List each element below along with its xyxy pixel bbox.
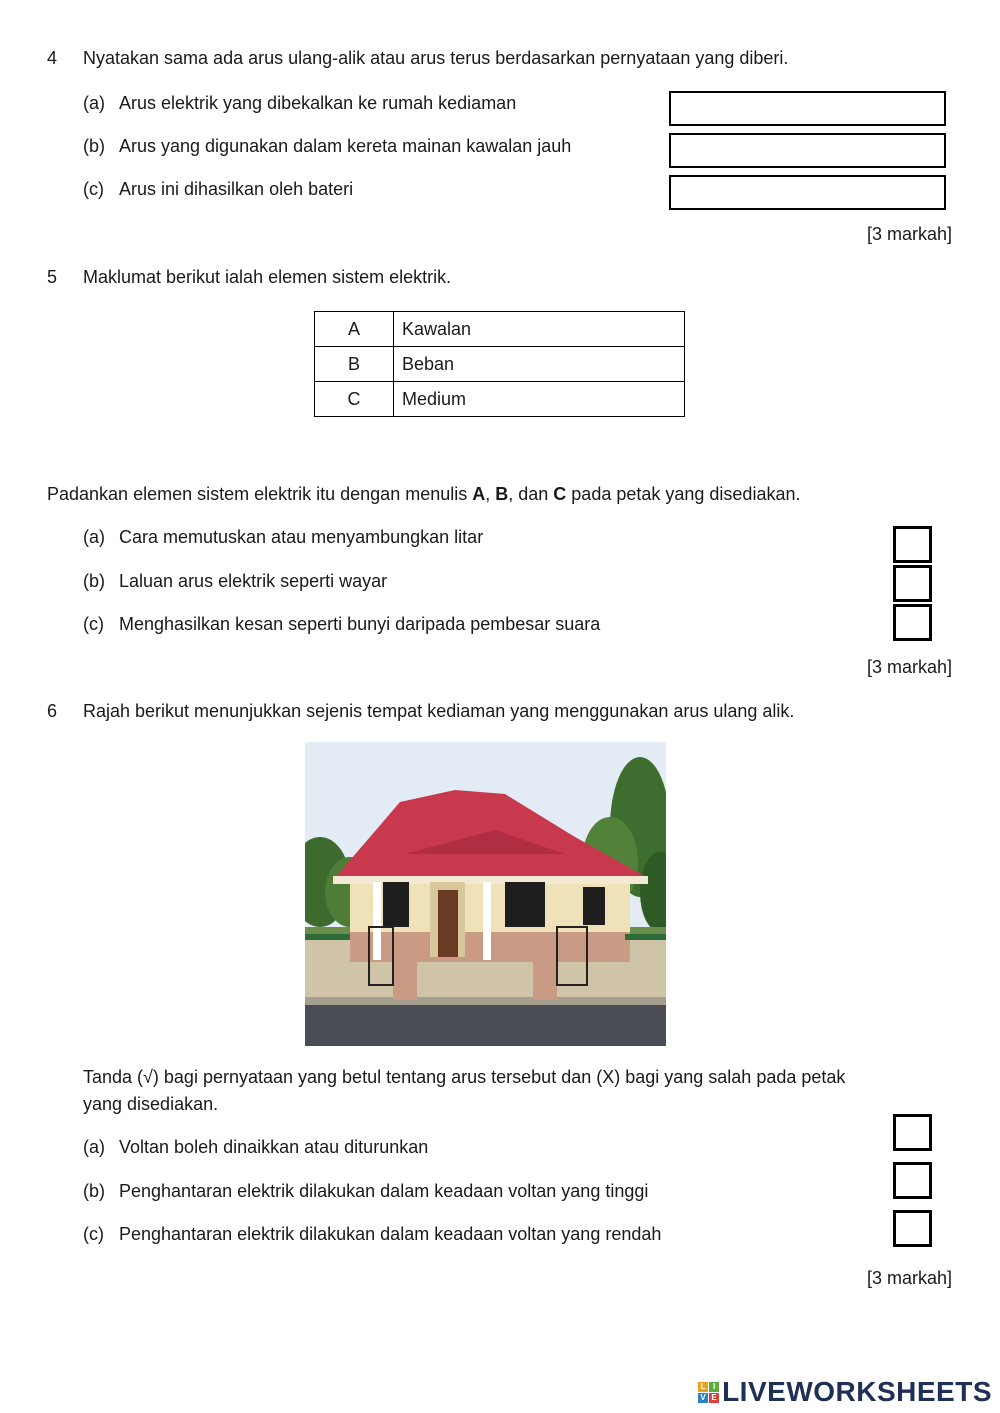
q6-answer-box-b[interactable] [893,1162,932,1199]
q4-marks: [3 markah] [866,224,952,244]
q5-item-b-text: Laluan arus elektrik seperti wayar [119,571,388,591]
q5-item-a-text: Cara memutuskan atau menyambungkan litar [119,527,484,547]
house-photo [305,742,666,1046]
q5-instruction-part: pada petak yang disediakan. [566,484,801,504]
q6-answer-box-c[interactable] [893,1210,932,1247]
q5-instruction-bold-a: A [472,484,486,504]
q5-answer-box-a[interactable] [893,526,932,563]
q4-item-a-text: Arus elektrik yang dibekalkan ke rumah kediaman [119,93,517,113]
q4-item-c-text: Arus ini dihasilkan oleh bateri [119,179,354,199]
q5-instruction [47,484,800,505]
q4-question: Nyatakan sama ada arus ulang-alik atau arus terus berdasarkan pernyataan yang diberi. [83,48,789,68]
q6-item-b-label: (b) [83,1181,105,1201]
q5-item-b-label: (b) [83,571,105,591]
q5-item-c-text: Menghasilkan kesan seperti bunyi daripada pembesar suara [119,614,601,634]
q4-item-a [83,93,516,114]
q5-marks: [3 markah] [866,657,952,677]
q6-item-a-text: Voltan boleh dinaikkan atau diturunkan [119,1137,429,1157]
q4-answer-box-b[interactable] [669,133,946,168]
table-value-cell: Medium [394,382,685,417]
q6-item-c-label: (c) [83,1224,104,1244]
q6-item-c [83,1224,661,1245]
q4-item-c [83,179,353,200]
q6-question: Rajah berikut menunjukkan sejenis tempat kediaman yang menggunakan arus ulang alik. [83,701,795,721]
logo-letter: I [709,1382,719,1392]
q5-number: 5 [47,267,58,287]
logo-letter: E [709,1393,719,1403]
q4-item-b-label: (b) [83,136,105,156]
q5-instruction-part: Padankan elemen sistem elektrik itu dengan menulis [47,484,473,504]
q6-item-c-text: Penghantaran elektrik dilakukan dalam keadaan voltan yang rendah [119,1224,662,1244]
table-row [315,312,685,347]
q6-instruction-line2: yang disediakan. [83,1094,219,1114]
q4-number: 4 [47,48,58,68]
table-key-cell: A [315,312,394,347]
table-row [315,347,685,382]
q4-item-b-text: Arus yang digunakan dalam kereta mainan kawalan jauh [119,136,572,156]
logo-text: LIVEWORKSHEETS [722,1376,992,1407]
elements-table [314,311,685,417]
table-value-cell: Beban [394,347,685,382]
q5-instruction-bold-c: C [553,484,567,504]
logo-letter: V [698,1393,708,1403]
q5-answer-box-c[interactable] [893,604,932,641]
logo-mark-icon [698,1382,719,1403]
q5-answer-box-b[interactable] [893,565,932,602]
q5-item-b [83,571,387,592]
q5-instruction-part: , dan [508,484,554,504]
q6-instruction-line1: Tanda (√) bagi pernyataan yang betul tentang arus tersebut dan (X) bagi yang salah pada petak [83,1067,846,1087]
q6-item-b [83,1181,648,1202]
q6-marks: [3 markah] [866,1268,952,1288]
q6-answer-box-a[interactable] [893,1114,932,1151]
q6-item-b-text: Penghantaran elektrik dilakukan dalam keadaan voltan yang tinggi [119,1181,649,1201]
liveworksheets-logo [698,1376,992,1408]
q5-instruction-part: , [485,484,496,504]
q4-item-b [83,136,571,157]
q6-item-a-label: (a) [83,1137,105,1157]
q5-item-a [83,527,483,548]
q4-answer-box-c[interactable] [669,175,946,210]
q6-number: 6 [47,701,58,721]
table-key-cell: B [315,347,394,382]
q5-item-c-label: (c) [83,614,104,634]
table-key-cell: C [315,382,394,417]
table-row [315,382,685,417]
q4-item-a-label: (a) [83,93,105,113]
logo-letter: L [698,1382,708,1392]
q6-item-a [83,1137,428,1158]
table-value-cell: Kawalan [394,312,685,347]
q4-item-c-label: (c) [83,179,104,199]
q4-answer-box-a[interactable] [669,91,946,126]
q5-item-c [83,614,600,635]
q5-question: Maklumat berikut ialah elemen sistem elektrik. [83,267,452,287]
q5-instruction-bold-b: B [495,484,509,504]
q5-item-a-label: (a) [83,527,105,547]
